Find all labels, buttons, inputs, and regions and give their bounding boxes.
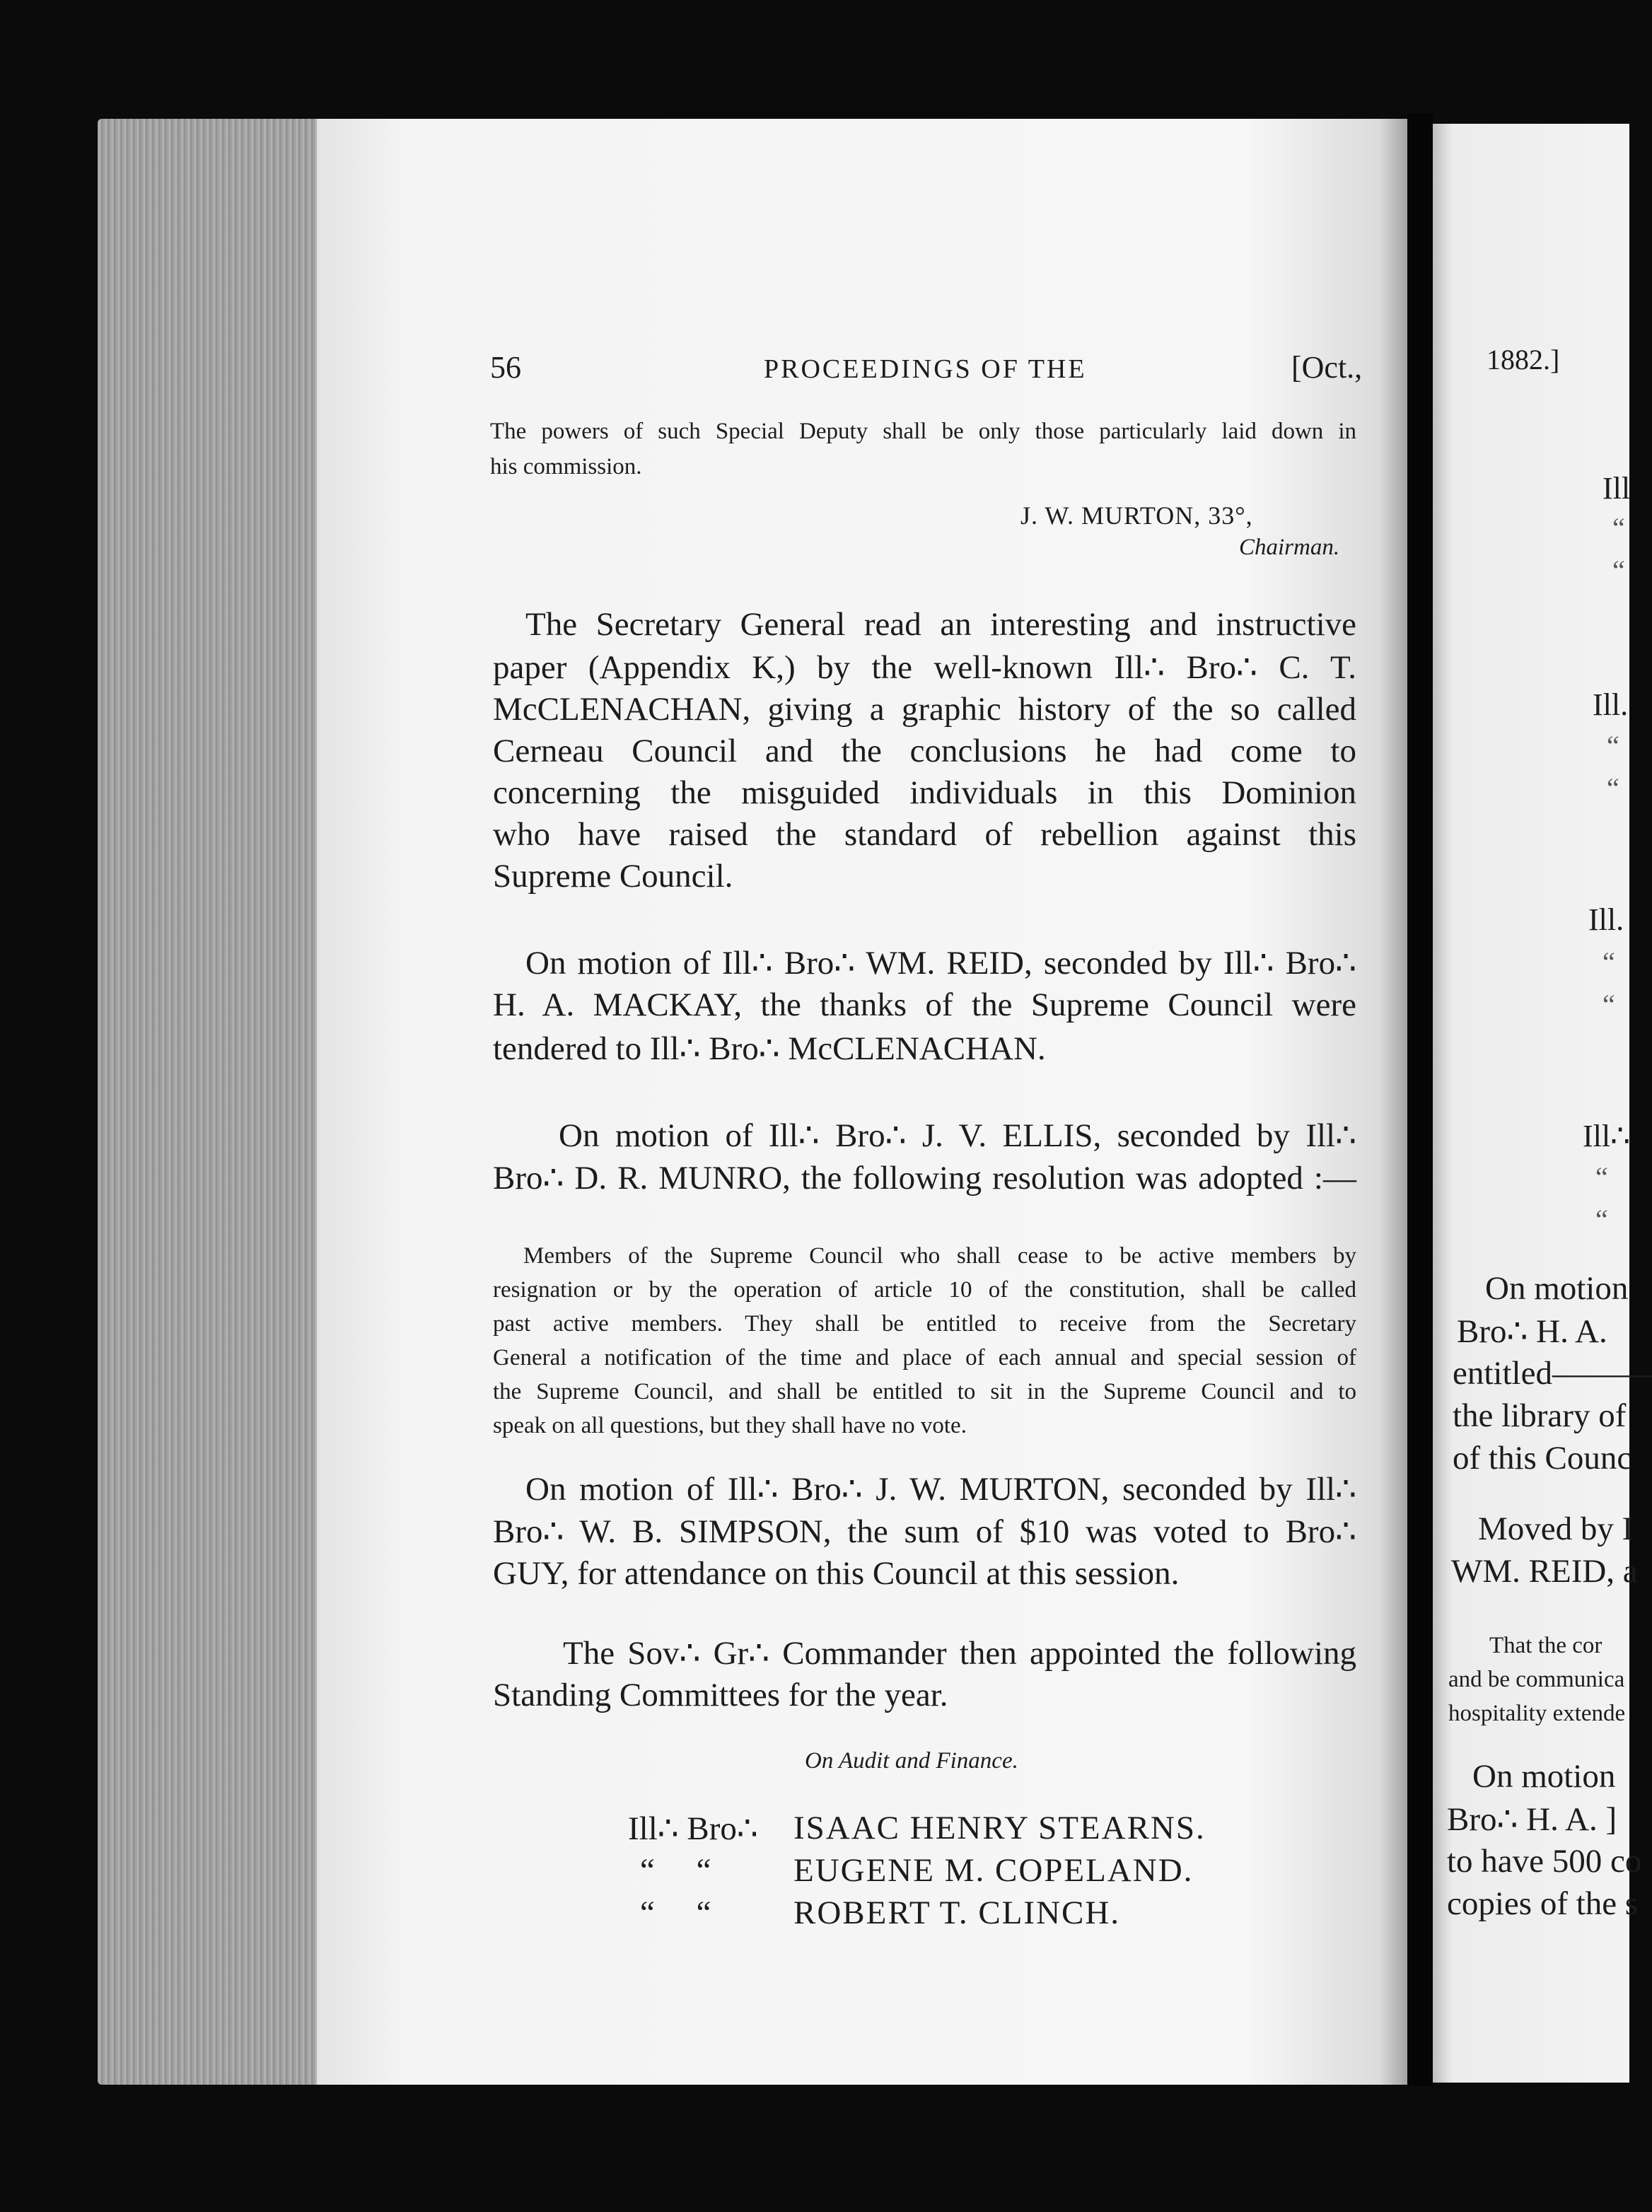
right-fragment: “ (1612, 512, 1625, 544)
para2-line-2: H. A. MACKAY, the thanks of the Supreme Council were (493, 986, 1356, 1023)
para1-line-2: paper (Appendix K,) by the well-known Ill∴ Bro∴ C. T. (493, 649, 1356, 686)
committee-prefix: “ “ (640, 1852, 711, 1889)
resolution-line-2: resignation or by the operation of article 10 of the constitution, shall be called (493, 1277, 1356, 1303)
para1-line-3: McCLENACHAN, giving a graphic history of the so called (493, 691, 1356, 728)
right-fragment: “ (1607, 772, 1619, 804)
committee-prefix: Ill∴ Bro∴ (628, 1810, 758, 1847)
right-fragment: of this Counc (1453, 1440, 1632, 1477)
right-fragment: entitled——— (1453, 1355, 1652, 1392)
right-fragment: to have 500 co (1447, 1843, 1642, 1880)
resolution-line-6: speak on all questions, but they shall have no vote. (493, 1413, 967, 1438)
para1-line-4: Cerneau Council and the conclusions he had come to (493, 733, 1356, 769)
resolution-line-3: past active members. They shall be entitled to receive from the Secretary (493, 1311, 1356, 1337)
signature-name: J. W. MURTON, 33°, (1020, 501, 1253, 530)
right-fragment: Moved by I (1478, 1510, 1634, 1547)
right-page (1433, 124, 1652, 2083)
book-gutter (1407, 113, 1433, 2086)
committee-member: ISAAC HENRY STEARNS. (793, 1810, 1206, 1846)
right-fragment: Ill. (1588, 902, 1624, 937)
right-fragment: “ (1612, 554, 1625, 586)
right-fragment: Ill∴ (1583, 1119, 1631, 1153)
committee-prefix: “ “ (640, 1894, 711, 1931)
right-fragment: “ (1602, 989, 1615, 1020)
right-fragment: WM. REID, a (1451, 1553, 1638, 1590)
resolution-line-1: Members of the Supreme Council who shall cease to be active members by (523, 1243, 1356, 1269)
right-fragment: Ill (1602, 471, 1631, 506)
left-page (317, 119, 1412, 2085)
para4-line-2: Bro∴ W. B. SIMPSON, the sum of $10 was voted to Bro∴ (493, 1513, 1356, 1550)
para5-line-1: The Sov∴ Gr∴ Commander then appointed the following (563, 1635, 1356, 1672)
intro-line-1: The powers of such Special Deputy shall be only those particularly laid down in (490, 419, 1356, 444)
para1-line-1: The Secretary General read an interesting and instructive (525, 606, 1356, 643)
right-fragment: That the cor (1489, 1633, 1602, 1658)
page-number: 56 (490, 350, 521, 385)
committee-member: ROBERT T. CLINCH. (793, 1894, 1121, 1931)
intro-line-2: his commission. (490, 454, 642, 479)
signature-title: Chairman. (1239, 535, 1340, 560)
right-fragment: On motion (1485, 1270, 1629, 1307)
right-fragment: “ (1595, 1204, 1608, 1235)
para3-line-2: Bro∴ D. R. MUNRO, the following resolution was adopted :— (493, 1160, 1356, 1197)
right-fragment: the library of (1453, 1397, 1627, 1434)
date-head: [Oct., (1291, 350, 1363, 385)
book-page-edges (98, 119, 322, 2085)
right-fragment: Bro∴ H. A. ] (1447, 1801, 1617, 1838)
para2-line-3: tendered to Ill∴ Bro∴ McCLENACHAN. (493, 1030, 1046, 1067)
right-fragment: On motion (1472, 1758, 1616, 1795)
right-fragment: and be communica (1448, 1667, 1625, 1692)
resolution-line-5: the Supreme Council, and shall be entitled to sit in the Supreme Council and to (493, 1379, 1356, 1404)
right-fragment: “ (1602, 946, 1615, 978)
right-date-head: 1882.] (1487, 344, 1560, 376)
right-fragment: hospitality extende (1448, 1701, 1626, 1726)
right-fragment: Bro∴ H. A. (1457, 1313, 1607, 1350)
right-fragment: Ill. (1593, 687, 1629, 722)
para1-line-5: concerning the misguided individuals in this Dominion (493, 774, 1356, 811)
committee-heading: On Audit and Finance. (805, 1748, 1018, 1774)
right-fragment: “ (1595, 1161, 1608, 1193)
para4-line-3: GUY, for attendance on this Council at this session. (493, 1555, 1180, 1592)
para5-line-2: Standing Committees for the year. (493, 1677, 948, 1713)
right-fragment: “ (1607, 730, 1619, 762)
committee-member: EUGENE M. COPELAND. (793, 1852, 1194, 1889)
para2-line-1: On motion of Ill∴ Bro∴ WM. REID, seconded by Ill∴ Bro∴ (525, 945, 1356, 982)
para1-line-6: who have raised the standard of rebellion against this (493, 816, 1356, 853)
running-head: PROCEEDINGS OF THE (764, 354, 1087, 384)
para1-line-7: Supreme Council. (493, 858, 733, 895)
resolution-line-4: General a notification of the time and place of each annual and special session of (493, 1345, 1356, 1370)
right-fragment: copies of the s (1447, 1885, 1639, 1922)
para3-line-1: On motion of Ill∴ Bro∴ J. V. ELLIS, seconded by Ill∴ (559, 1117, 1356, 1154)
para4-line-1: On motion of Ill∴ Bro∴ J. W. MURTON, seconded by Ill∴ (525, 1471, 1356, 1508)
